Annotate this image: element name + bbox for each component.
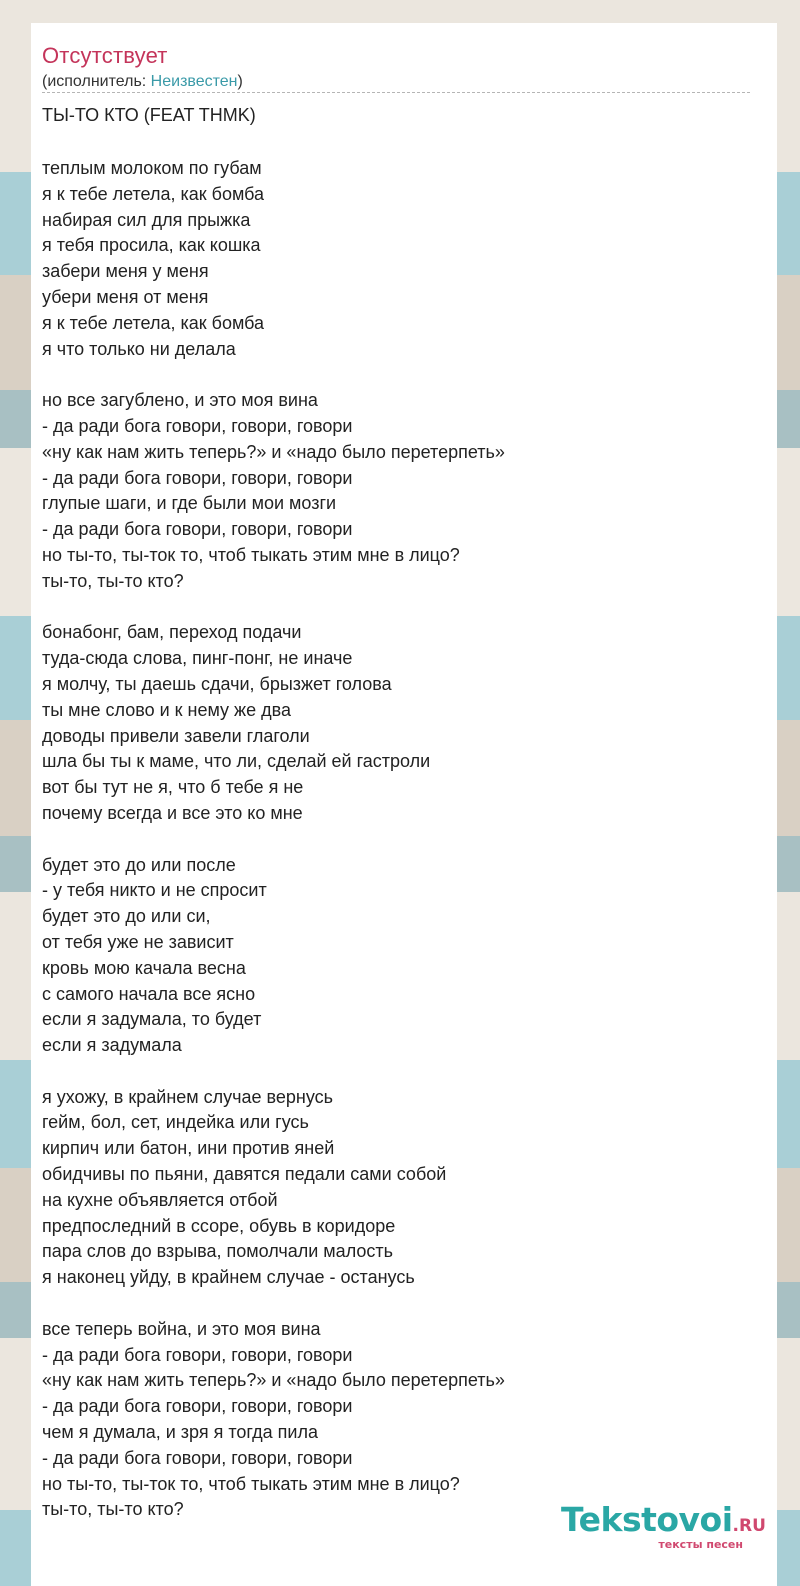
header-divider bbox=[42, 92, 750, 93]
lyrics-card bbox=[31, 23, 777, 1586]
song-title: ТЫ-ТО КТО (FEAT THMK) bbox=[42, 105, 256, 125]
performer-suffix: ) bbox=[237, 73, 243, 90]
performer-link[interactable]: Неизвестен bbox=[150, 73, 238, 90]
lyrics-text: теплым молоком по губам я к тебе летела, как бомба набирая сил для прыжка я тебя просила, как кошка забери меня у меня убери меня от меня я к тебе летела, как бомба я что только ни делала но все загублено, и это моя вина - да ради бога говори, говори, говори «ну как нам жить теперь?» и «надо было перетерпеть» - да ради бога говори, говори, говори глупые шаги, и где были мои мозги - да ради бога говори, говори, говори но ты-то, ты-ток то, чтоб тыкать этим мне в лицо? ты-то, ты-то кто? бонабонг, бам, переход подачи туда-сюда слова, пинг-понг, не иначе я молчу, ты даешь сдачи, брызжет голова ты мне слово и к нему же два доводы привели завели глаголи шла бы ты к маме, что ли, сделай ей гастроли вот бы тут не я, что б тебе я не почему всегда и все это ко мне будет это до или после - у тебя никто и не спросит будет это до или си, от тебя уже не зависит кровь мою качала весна с самого начала все ясно если я задумала, то будет если я задумала я ухожу, в крайнем случае вернусь гейм, бол, сет, индейка или гусь кирпич или батон, ини против яней обидчивы по пьяни, давятся педали сами собой на кухне объявляется отбой предпоследний в ссоре, обувь в коридоре пара слов до взрыва, помолчали малость я наконец уйду, в крайнем случае - останусь все теперь война, и это моя вина - да ради бога говори, говори, говори «ну как нам жить теперь?» и «надо было перетерпеть» - да ради бога говори, говори, говори чем я думала, и зря я тогда пила - да ради бога говори, говори, говори но ты-то, ты-ток то, чтоб тыкать этим мне в лицо? ты-то, ты-то кто? bbox=[42, 158, 505, 1520]
logo-brand: Tekstovoi bbox=[561, 1500, 733, 1539]
logo-tld: .RU bbox=[732, 1516, 766, 1536]
logo-tagline: тексты песен bbox=[658, 1538, 743, 1551]
artist-name[interactable]: Отсутствует bbox=[42, 43, 168, 68]
performer-prefix: (исполнитель: bbox=[42, 73, 151, 90]
performer-line bbox=[42, 73, 243, 91]
logo-wordmark bbox=[561, 1500, 766, 1539]
site-logo bbox=[561, 1500, 771, 1560]
